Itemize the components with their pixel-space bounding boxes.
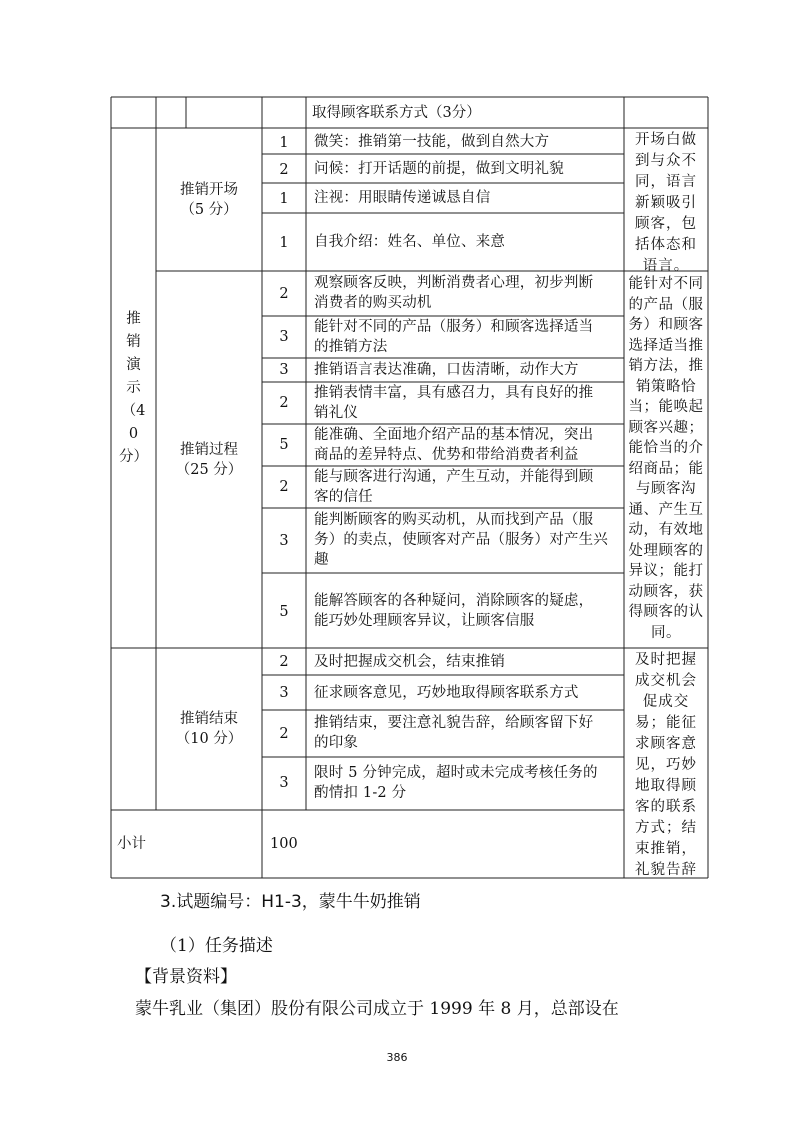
section-heading: 3.试题编号：H1-3，蒙牛牛奶推销 bbox=[160, 892, 421, 912]
criterion-line: 及时把握成交机会，结束推销 bbox=[314, 654, 506, 670]
score-cell: 2 bbox=[279, 395, 289, 411]
criterion-text: 自我介绍：姓名、单位、来意 bbox=[314, 234, 506, 250]
closing-label-line: （10 分） bbox=[175, 731, 243, 747]
remark-line: 处理顾客的 bbox=[628, 542, 704, 559]
closing-label bbox=[156, 648, 262, 810]
remark-line: 新颖吸引 bbox=[635, 195, 697, 211]
criterion-text bbox=[314, 683, 620, 703]
remark-line: 销方法，推 bbox=[628, 358, 704, 374]
criterion-text: 微笑：推销第一技能，做到自然大方 bbox=[314, 134, 550, 150]
background-heading: 【背景资料】 bbox=[135, 967, 237, 987]
page-number: 386 bbox=[386, 1051, 408, 1064]
score-cell: 1 bbox=[279, 135, 289, 151]
criterion-text bbox=[314, 273, 620, 313]
process-label bbox=[156, 271, 262, 648]
criterion-line: 能巧妙处理顾客异议，让顾客信服 bbox=[314, 613, 535, 629]
remark-line: 求顾客意 bbox=[635, 736, 697, 752]
remark-line: 语言。 bbox=[642, 258, 690, 274]
criterion-line: 推销语言表达准确，口齿清晰，动作大方 bbox=[314, 362, 579, 378]
remark-line: 销策略恰 bbox=[636, 378, 696, 395]
score-cell: 5 bbox=[279, 437, 289, 453]
remark-line: 及时把握 bbox=[635, 652, 697, 668]
demo-label-char: 销 bbox=[126, 333, 141, 350]
remark-line: 方式；结 bbox=[635, 820, 697, 836]
demo-label-char: 0 bbox=[128, 425, 139, 442]
demo-label-char: 演 bbox=[126, 356, 141, 373]
remark-line: 能恰当的介 bbox=[628, 440, 704, 456]
remark-line: 成交机会 bbox=[635, 673, 697, 689]
criterion-text bbox=[314, 383, 620, 423]
remark-line: 客的联系 bbox=[635, 799, 697, 815]
criterion-text bbox=[314, 360, 620, 380]
criterion-text bbox=[314, 510, 620, 570]
subtotal-label: 小计 bbox=[117, 836, 146, 852]
criterion-text bbox=[314, 425, 620, 465]
first-row-text: 取得顾客联系方式（3分） bbox=[312, 105, 481, 121]
remark-line: 束推销， bbox=[635, 841, 697, 857]
remark-line: 当；能唤起 bbox=[628, 399, 704, 415]
criterion-line: 能准确、全面地介绍产品的基本情况，突出 bbox=[314, 427, 594, 443]
criterion-line: 推销表情丰富，具有感召力，具有良好的推 bbox=[314, 385, 594, 401]
opening-label-line: 推销开场 bbox=[180, 181, 238, 198]
criterion-text bbox=[314, 652, 620, 672]
criterion-text bbox=[314, 317, 620, 357]
process-label-line: （25 分） bbox=[175, 461, 243, 478]
criterion-line: 能解答顾客的各种疑问，消除顾客的疑虑， bbox=[314, 593, 594, 609]
score-cell: 2 bbox=[279, 286, 289, 302]
closing-label-line: 推销结束 bbox=[180, 711, 238, 727]
criterion-line: 趣 bbox=[314, 552, 329, 568]
score-cell: 2 bbox=[279, 654, 289, 670]
remark-line: 到与众不 bbox=[635, 153, 697, 169]
criterion-line: 能与顾客进行沟通，产生互动，并能得到顾 bbox=[314, 469, 594, 485]
score-cell: 3 bbox=[279, 775, 289, 791]
criterion-line: 能针对不同的产品（服务）和顾客选择适当 bbox=[314, 319, 594, 335]
remark-line: 易；能征 bbox=[635, 715, 697, 731]
criterion-line: 客的信任 bbox=[314, 489, 373, 505]
subtotal-value: 100 bbox=[270, 836, 298, 852]
remark-line: 务）和顾客 bbox=[628, 317, 704, 333]
remark-line: 促成交 bbox=[642, 694, 690, 710]
criterion-text bbox=[314, 713, 620, 753]
remark-line: 开场白做 bbox=[635, 132, 697, 148]
demo-label-char: 分） bbox=[119, 448, 148, 465]
remark-line: 绍商品；能 bbox=[628, 460, 704, 477]
remark-line: 通、产生互 bbox=[628, 501, 704, 518]
closing-remark bbox=[624, 650, 708, 881]
demo-label-char: 示 bbox=[126, 379, 141, 396]
remark-line: 同。 bbox=[651, 624, 681, 641]
remark-line: 的产品（服 bbox=[628, 296, 704, 313]
criterion-line: 商品的差异特点、优势和带给消费者利益 bbox=[314, 447, 579, 463]
criterion-text bbox=[314, 591, 620, 631]
opening-label bbox=[156, 128, 262, 271]
remark-line: 动顾客，获 bbox=[628, 583, 704, 600]
task-heading: （1）任务描述 bbox=[160, 936, 273, 956]
criterion-line: 推销结束，要注意礼貌告辞，给顾客留下好 bbox=[314, 715, 594, 731]
remark-line: 与顾客沟 bbox=[636, 481, 696, 497]
criterion-line: 消费者的购买动机 bbox=[314, 295, 432, 311]
demo-label-char: （4 bbox=[121, 402, 146, 419]
process-label-line: 推销过程 bbox=[180, 441, 238, 458]
score-cell: 2 bbox=[279, 162, 289, 178]
criterion-line: 的推销方法 bbox=[314, 339, 388, 355]
remark-line: 顾客，包 bbox=[635, 216, 697, 232]
body-paragraph: 蒙牛乳业（集团）股份有限公司成立于 1999 年 8 月，总部设在 bbox=[135, 999, 619, 1019]
score-cell: 3 bbox=[279, 533, 289, 549]
process-remark bbox=[624, 274, 708, 643]
criterion-line: 酌情扣 1-2 分 bbox=[314, 785, 407, 801]
remark-line: 见，巧妙 bbox=[635, 757, 697, 773]
remark-line: 礼貌告辞 bbox=[635, 862, 697, 878]
remark-line: 异议；能打 bbox=[628, 563, 704, 579]
score-cell: 3 bbox=[279, 329, 289, 345]
criterion-line: 能判断顾客的购买动机，从而找到产品（服 bbox=[314, 512, 594, 528]
criterion-text: 问候：打开话题的前提，做到文明礼貌 bbox=[314, 161, 564, 177]
opening-label-line: （5 分） bbox=[180, 201, 238, 218]
demo-section-label bbox=[111, 128, 156, 648]
remark-line: 能针对不同 bbox=[628, 276, 704, 292]
criterion-text bbox=[314, 467, 620, 507]
criterion-line: 的印象 bbox=[314, 735, 359, 751]
demo-label-char: 推 bbox=[126, 310, 141, 327]
score-cell: 3 bbox=[279, 685, 289, 701]
score-cell: 1 bbox=[279, 235, 289, 251]
remark-line: 顾客兴趣； bbox=[628, 419, 704, 436]
criterion-line: 限时 5 分钟完成，超时或未完成考核任务的 bbox=[314, 765, 598, 781]
score-cell: 2 bbox=[279, 479, 289, 495]
criterion-text bbox=[314, 763, 620, 803]
opening-remark bbox=[624, 130, 708, 277]
remark-line: 动，有效地 bbox=[628, 522, 704, 538]
score-cell: 2 bbox=[279, 726, 289, 742]
score-cell: 3 bbox=[279, 362, 289, 378]
criterion-line: 销礼仪 bbox=[314, 405, 359, 421]
remark-line: 选择适当推 bbox=[628, 337, 704, 354]
remark-line: 同，语言 bbox=[635, 174, 697, 190]
criterion-line: 征求顾客意见，巧妙地取得顾客联系方式 bbox=[314, 685, 579, 701]
criterion-line: 务）的卖点，使顾客对产品（服务）对产生兴 bbox=[314, 532, 608, 548]
remark-line: 得顾客的认 bbox=[628, 604, 704, 620]
score-cell: 5 bbox=[279, 604, 289, 620]
criterion-text: 注视：用眼睛传递诚恳自信 bbox=[314, 190, 491, 206]
criterion-line: 观察顾客反映，判断消费者心理，初步判断 bbox=[314, 275, 594, 291]
remark-line: 地取得顾 bbox=[635, 778, 697, 794]
remark-line: 括体态和 bbox=[635, 237, 697, 253]
score-cell: 1 bbox=[279, 191, 289, 207]
